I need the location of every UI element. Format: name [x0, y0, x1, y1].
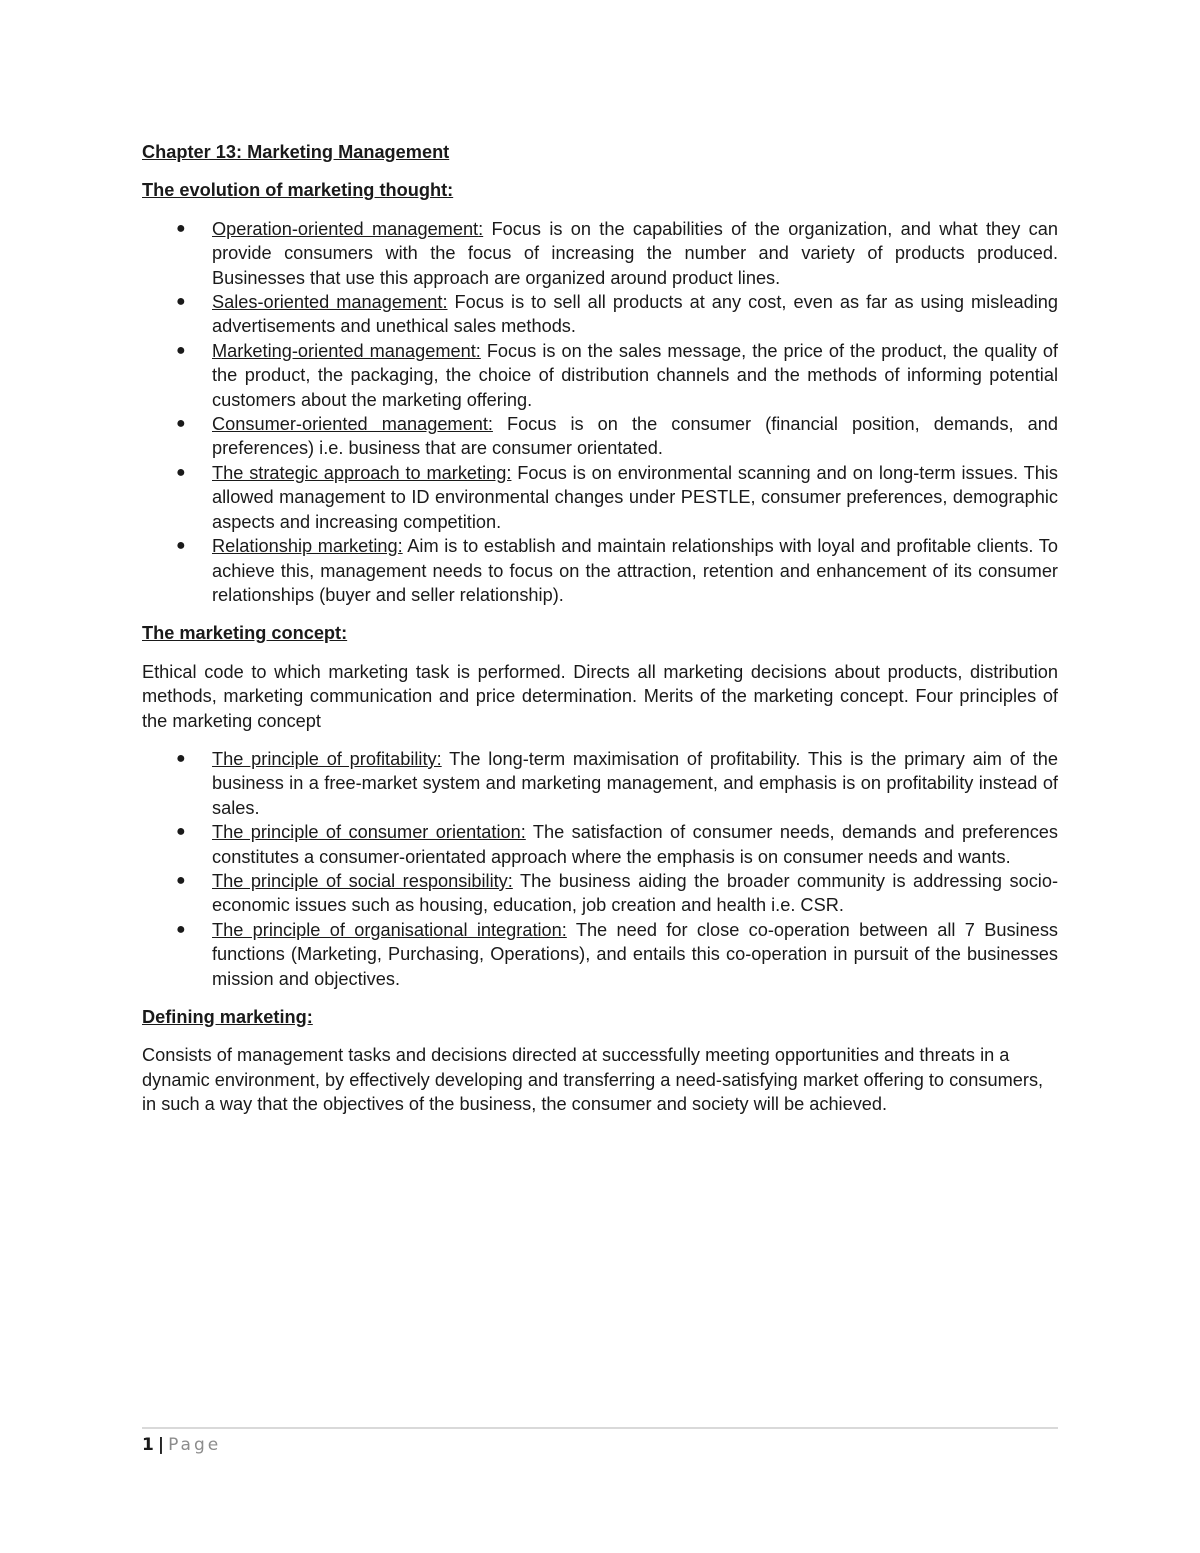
page-label: Page: [168, 1435, 222, 1455]
bullet-icon: ●: [176, 219, 186, 237]
document-body: [142, 140, 1058, 1131]
bullet-icon: ●: [176, 920, 186, 938]
evolution-list: [142, 217, 1058, 608]
section-heading-defining: Defining marketing:: [142, 1007, 313, 1027]
list-item: [176, 217, 1058, 290]
section-heading-concept: The marketing concept:: [142, 623, 348, 644]
list-item-text: Focus is to sell all products at any cost, even as far as using misleading advertisements and unethical sales methods.: [212, 292, 1058, 337]
list-item: [176, 918, 1059, 991]
list-item: [176, 747, 1058, 820]
list-item-term-punct: :: [475, 340, 481, 361]
list-item-text: The satisfaction of consumer needs, demands and preferences constitutes a consumer-orientated approach where the emphasis is on consumer needs and wants.: [212, 822, 1058, 867]
bullet-icon: ●: [176, 871, 186, 889]
footer-separator: |: [157, 1435, 165, 1455]
page-number: 1: [142, 1435, 154, 1455]
bullet-icon: ●: [176, 463, 186, 481]
concept-intro-paragraph: Ethical code to which marketing task is performed. Directs all marketing decisions about products, distribution methods, marketing communication and price determination. Merits of the marketing concept. Four principles of the marketing concept: [142, 661, 1058, 731]
list-item-term: Operation-oriented management: [212, 218, 479, 239]
list-item-term: Consumer-oriented management:: [212, 414, 493, 435]
bullet-icon: ●: [176, 341, 186, 359]
list-item-text: Focus is on environmental scanning and on long-term issues. This allowed management to ID environmental changes under PESTLE, consumer preferences, demographic aspects and increasing competition.: [212, 462, 1058, 532]
list-item-term: The strategic approach to marketing:: [212, 462, 512, 483]
list-item: [176, 339, 1058, 412]
list-item-term: Relationship marketing:: [212, 536, 403, 557]
list-item-text: The need for close co-operation between all 7 Business functions (Marketing, Purchasing, Operations), and entails this co-operation in pursuit of the businesses mission and objectives.: [212, 919, 1059, 989]
list-item-term: The principle of social responsibility:: [212, 870, 513, 891]
list-item-text: Focus is on the sales message, the price of the product, the quality of the product, the packaging, the choice of distribution channels and the methods of informing potential customers about the marketing offering.: [212, 340, 1058, 410]
list-item-term: The principle of consumer orientation:: [212, 822, 526, 843]
list-item: [176, 412, 1058, 461]
bullet-icon: ●: [176, 749, 186, 767]
bullet-icon: ●: [176, 823, 186, 841]
list-item-term: The principle of profitability:: [212, 748, 442, 769]
list-item-term-punct: :: [478, 218, 484, 239]
defining-paragraph: Consists of management tasks and decisions directed at successfully meeting opportunities and threats in a dynamic environment, by effectively developing and transferring a need-satisfying market offering to consumers, in such a way that the objectives of the business, the consumer and society will be achieved.: [142, 1045, 1044, 1115]
list-item-text: The business aiding the broader community is addressing socio-economic issues such as housing, education, job creation and health i.e. CSR.: [212, 870, 1058, 916]
list-item-term: Sales-oriented management: [212, 292, 443, 313]
list-item: [176, 869, 1058, 918]
bullet-icon: ●: [176, 415, 186, 433]
list-item-text: Aim is to establish and maintain relationships with loyal and profitable clients. To achieve this, management needs to focus on the attraction, retention and enhancement of its consumer relationships (buyer and seller relationship).: [212, 536, 1058, 605]
chapter-title: Chapter 13: Marketing Management: [142, 142, 450, 162]
list-item-text: Focus is on the capabilities of the organization, and what they can provide consumers with the focus of increasing the number and variety of products produced. Businesses that use this approach are organized around product lines.: [212, 218, 1058, 288]
section-heading-evolution: The evolution of marketing thought:: [142, 180, 454, 201]
bullet-icon: ●: [176, 293, 186, 311]
list-item-term: Marketing-oriented management: [212, 340, 476, 361]
list-item-text: The long-term maximisation of profitability. This is the primary aim of the business in a free-market system and marketing management, and emphasis is on profitability instead of sales.: [212, 748, 1058, 818]
footer-divider: [142, 1427, 1058, 1429]
page-footer: [142, 1434, 221, 1456]
list-item-term-punct: :: [442, 292, 448, 313]
list-item: [176, 290, 1058, 339]
list-item: [176, 461, 1058, 534]
bullet-icon: ●: [176, 537, 186, 555]
principles-list: [142, 747, 1058, 991]
list-item-text: Focus is on the consumer (financial position, demands, and preferences) i.e. business that are consumer orientated.: [212, 414, 1058, 459]
list-item: [176, 820, 1058, 869]
list-item: [176, 534, 1058, 607]
list-item-term: The principle of organisational integration:: [212, 919, 567, 940]
